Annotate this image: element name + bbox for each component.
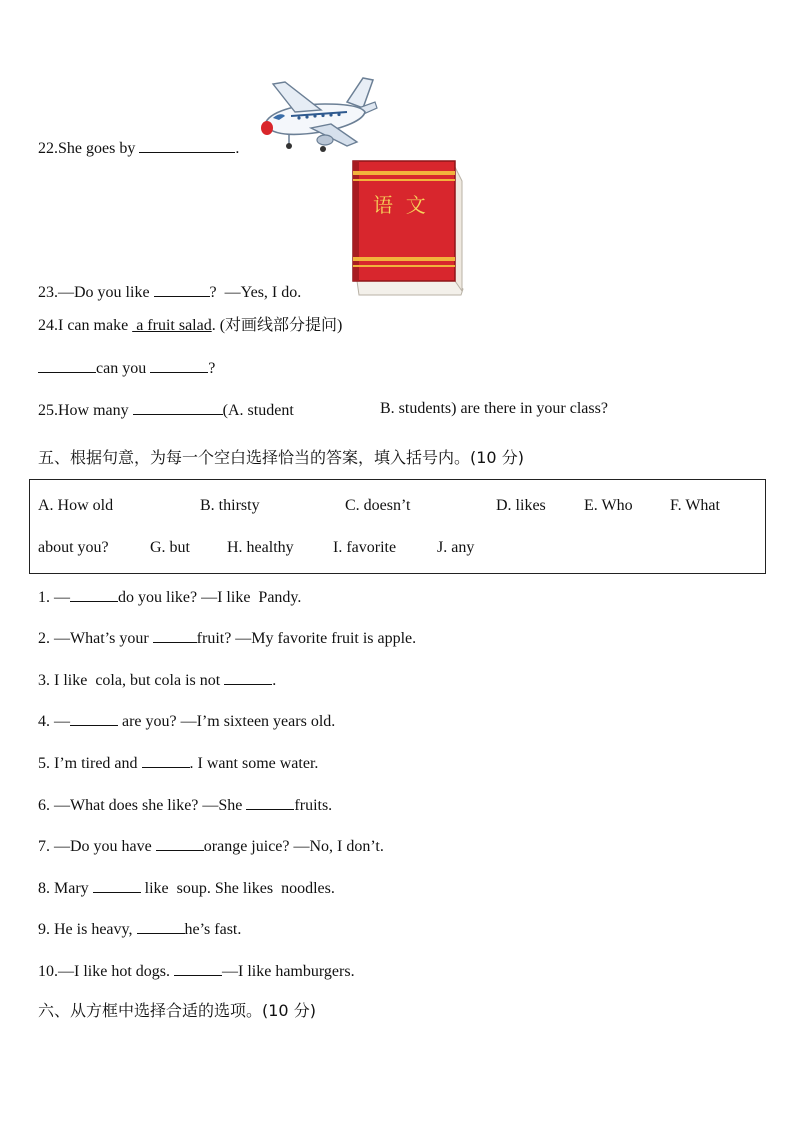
option-g: G. but bbox=[150, 539, 190, 556]
answer-blank bbox=[153, 627, 197, 643]
option-h: H. healthy bbox=[227, 539, 294, 556]
item-7: 7. —Do you have orange juice? —No, I don’t. bbox=[38, 835, 384, 857]
underlined-phrase: a fruit salad bbox=[132, 317, 212, 334]
answer-blank bbox=[93, 877, 141, 893]
item-8: 8. Mary like soup. She likes noodles. bbox=[38, 877, 335, 899]
item-3: 3. I like cola, but cola is not . bbox=[38, 669, 276, 691]
item-9: 9. He is heavy, he’s fast. bbox=[38, 918, 241, 940]
option-f: F. What bbox=[670, 497, 720, 514]
option-b: B. thirsty bbox=[200, 497, 260, 514]
option-i: I. favorite bbox=[333, 539, 397, 556]
answer-blank bbox=[133, 399, 223, 415]
question-24: 24.I can make a fruit salad. (对画线部分提问) bbox=[38, 317, 343, 334]
item-2: 2. —What’s your fruit? —My favorite fruit is apple. bbox=[38, 627, 416, 649]
item-6: 6. —What does she like? —She fruits. bbox=[38, 794, 332, 816]
option-e: E. Who bbox=[584, 497, 633, 514]
answer-blank bbox=[137, 918, 185, 934]
option-j: J. any bbox=[437, 539, 475, 556]
question-25: 25.How many (A. student B. students) are there in your class? bbox=[38, 400, 608, 419]
item-5: 5. I’m tired and . I want some water. bbox=[38, 752, 318, 774]
answer-blank bbox=[224, 669, 272, 685]
option-c: C. doesn’t bbox=[345, 497, 411, 514]
option-f-continued: about you? bbox=[38, 539, 109, 556]
item-1: 1. — do you like? —I like Pandy. bbox=[38, 586, 301, 608]
options-box bbox=[29, 479, 766, 574]
answer-blank bbox=[139, 137, 235, 153]
question-22: 22.She goes by . bbox=[38, 137, 239, 159]
answer-blank bbox=[246, 794, 294, 810]
answer-blank bbox=[38, 357, 96, 373]
airplane-image bbox=[255, 74, 380, 154]
answer-blank bbox=[156, 835, 204, 851]
section-5-title: 五、根据句意，为每一个空白选择恰当的答案，填入括号内。(10 分) bbox=[38, 448, 524, 467]
answer-blank bbox=[70, 710, 118, 726]
answer-blank bbox=[150, 357, 208, 373]
question-24-rewrite: can you ? bbox=[38, 357, 215, 379]
option-d: D. likes bbox=[496, 497, 546, 514]
answer-blank bbox=[142, 752, 190, 768]
option-a: A. How old bbox=[38, 497, 114, 514]
section-6-title: 六、从方框中选择合适的选项。(10 分) bbox=[38, 1001, 316, 1020]
answer-blank bbox=[70, 586, 118, 602]
answer-blank bbox=[154, 281, 210, 297]
book-title: 语 文 bbox=[373, 193, 426, 217]
answer-blank bbox=[174, 960, 222, 976]
question-23: 23.—Do you like ? —Yes, I do. bbox=[38, 281, 301, 303]
item-4: 4. — are you? —I’m sixteen years old. bbox=[38, 710, 335, 732]
book-image bbox=[351, 159, 464, 296]
item-10: 10.—I like hot dogs. —I like hamburgers. bbox=[38, 960, 355, 982]
